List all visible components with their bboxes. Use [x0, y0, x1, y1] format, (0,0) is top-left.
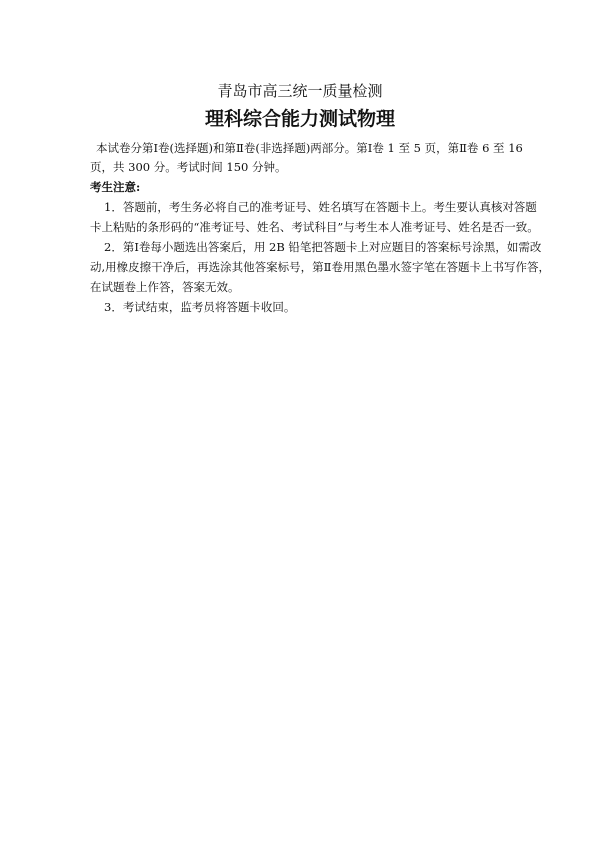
notice-heading: 考生注意: — [90, 180, 141, 194]
notice-line-4: 动,用橡皮擦干净后，再选涂其他答案标号，第Ⅱ卷用黑色墨水签字笔在答题卡上书写作答， — [90, 260, 550, 274]
notice-line-1: 1．答题前，考生务必将自己的准考证号、姓名填写在答题卡上。考生要认真核对答题 — [104, 200, 537, 214]
exam-title: 青岛市高三统一质量检测 — [217, 82, 383, 100]
notice-line-6: 3．考试结束，监考员将答题卡收回。 — [104, 300, 296, 314]
notice-line-5: 在试题卷上作答，答案无效。 — [90, 280, 240, 294]
intro-line-2: 页，共 300 分。考试时间 150 分钟。 — [90, 160, 287, 174]
notice-line-3: 2．第Ⅰ卷每小题选出答案后，用 2B 铅笔把答题卡上对应题目的答案标号涂黑，如需改 — [104, 240, 542, 254]
intro-line-1: 本试卷分第Ⅰ卷(选择题)和第Ⅱ卷(非选择题)两部分。第Ⅰ卷 1 至 5 页，第Ⅱ卷 6 至 16 — [96, 141, 523, 155]
exam-subtitle: 理科综合能力测试物理 — [204, 108, 395, 130]
notice-line-2: 卡上粘贴的条形码的“准考证号、姓名、考试科目”与考生本人准考证号、姓名是否一致。 — [90, 220, 539, 234]
